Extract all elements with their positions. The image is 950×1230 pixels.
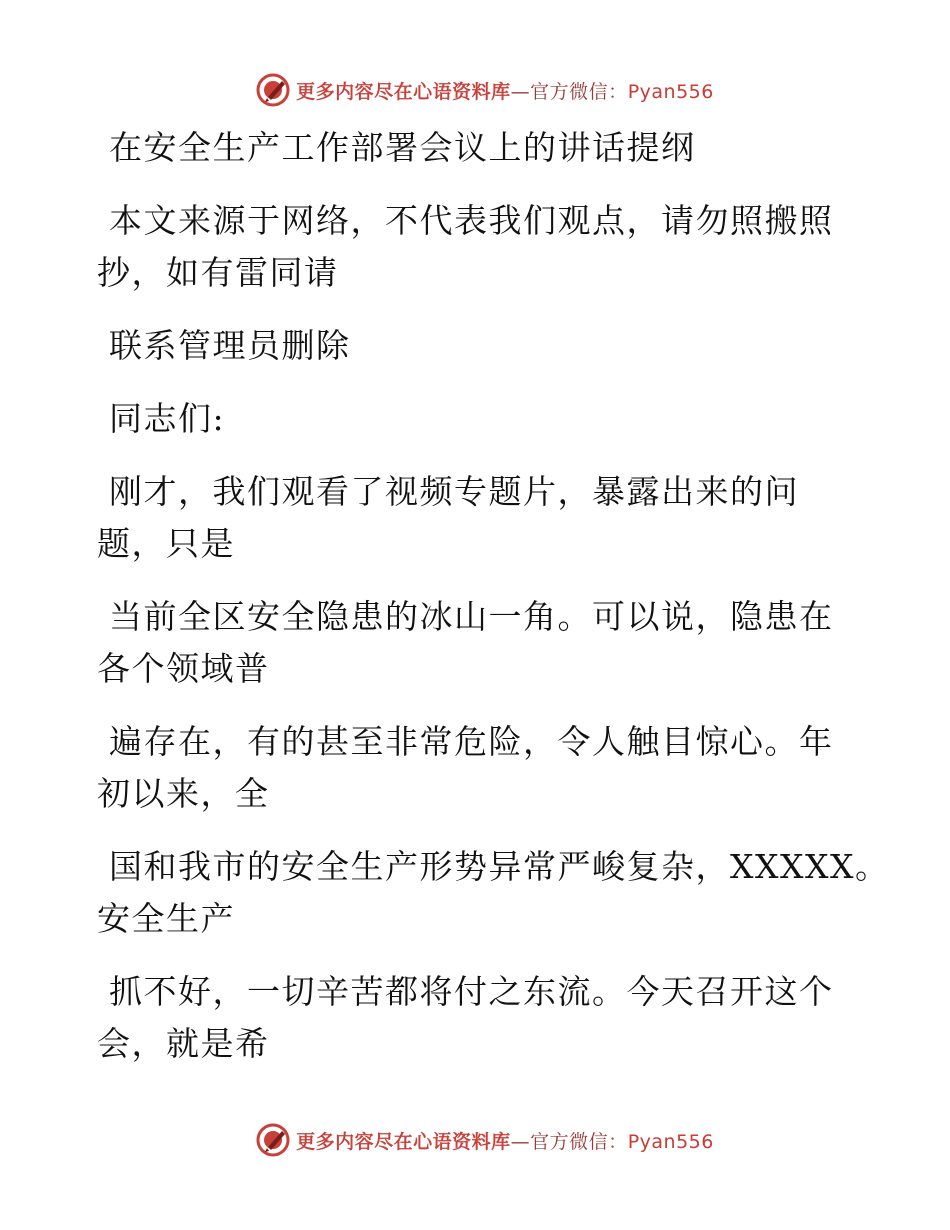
paragraph-line: 国和我市的安全生产形势异常严峻复杂，XXXXX。 (109, 847, 890, 886)
paragraph-line: 遍存在，有的甚至非常危险，令人触目惊心。年 (109, 722, 834, 761)
paragraph-line: 同志们: (109, 399, 226, 438)
paragraph-line: 题，只是 (97, 524, 235, 563)
paragraph-line: 刚才，我们观看了视频专题片，暴露出来的问 (109, 472, 799, 511)
watermark-content (256, 1123, 714, 1157)
paragraph-line: 当前全区安全隐患的冰山一角。可以说，隐患在 (109, 597, 834, 636)
document-title: 在安全生产工作部署会议上的讲话提纲 (109, 128, 696, 167)
footer-watermark (0, 1120, 950, 1160)
document-body (97, 122, 890, 1070)
watermark-text: 更多内容尽在心语资料库—官方微信：Pyan556 (296, 1130, 714, 1153)
pen-seal-logo-icon (256, 1123, 290, 1157)
paragraph-line: 本文来源于网络，不代表我们观点，请勿照搬照 (109, 201, 834, 240)
pen-seal-logo-icon (256, 73, 290, 107)
watermark-content (256, 73, 714, 107)
paragraph-line: 各个领域普 (97, 649, 270, 688)
paragraph-line: 联系管理员删除 (109, 326, 351, 365)
paragraph-line: 会，就是希 (97, 1024, 270, 1063)
paragraph-line: 初以来，全 (97, 774, 270, 813)
paragraph-line: 安全生产 (97, 899, 235, 938)
watermark-text: 更多内容尽在心语资料库—官方微信：Pyan556 (296, 80, 714, 103)
header-watermark (0, 70, 950, 110)
paragraph-line: 抓不好，一切辛苦都将付之东流。今天召开这个 (109, 972, 834, 1011)
paragraph-line: 抄，如有雷同请 (97, 253, 339, 292)
